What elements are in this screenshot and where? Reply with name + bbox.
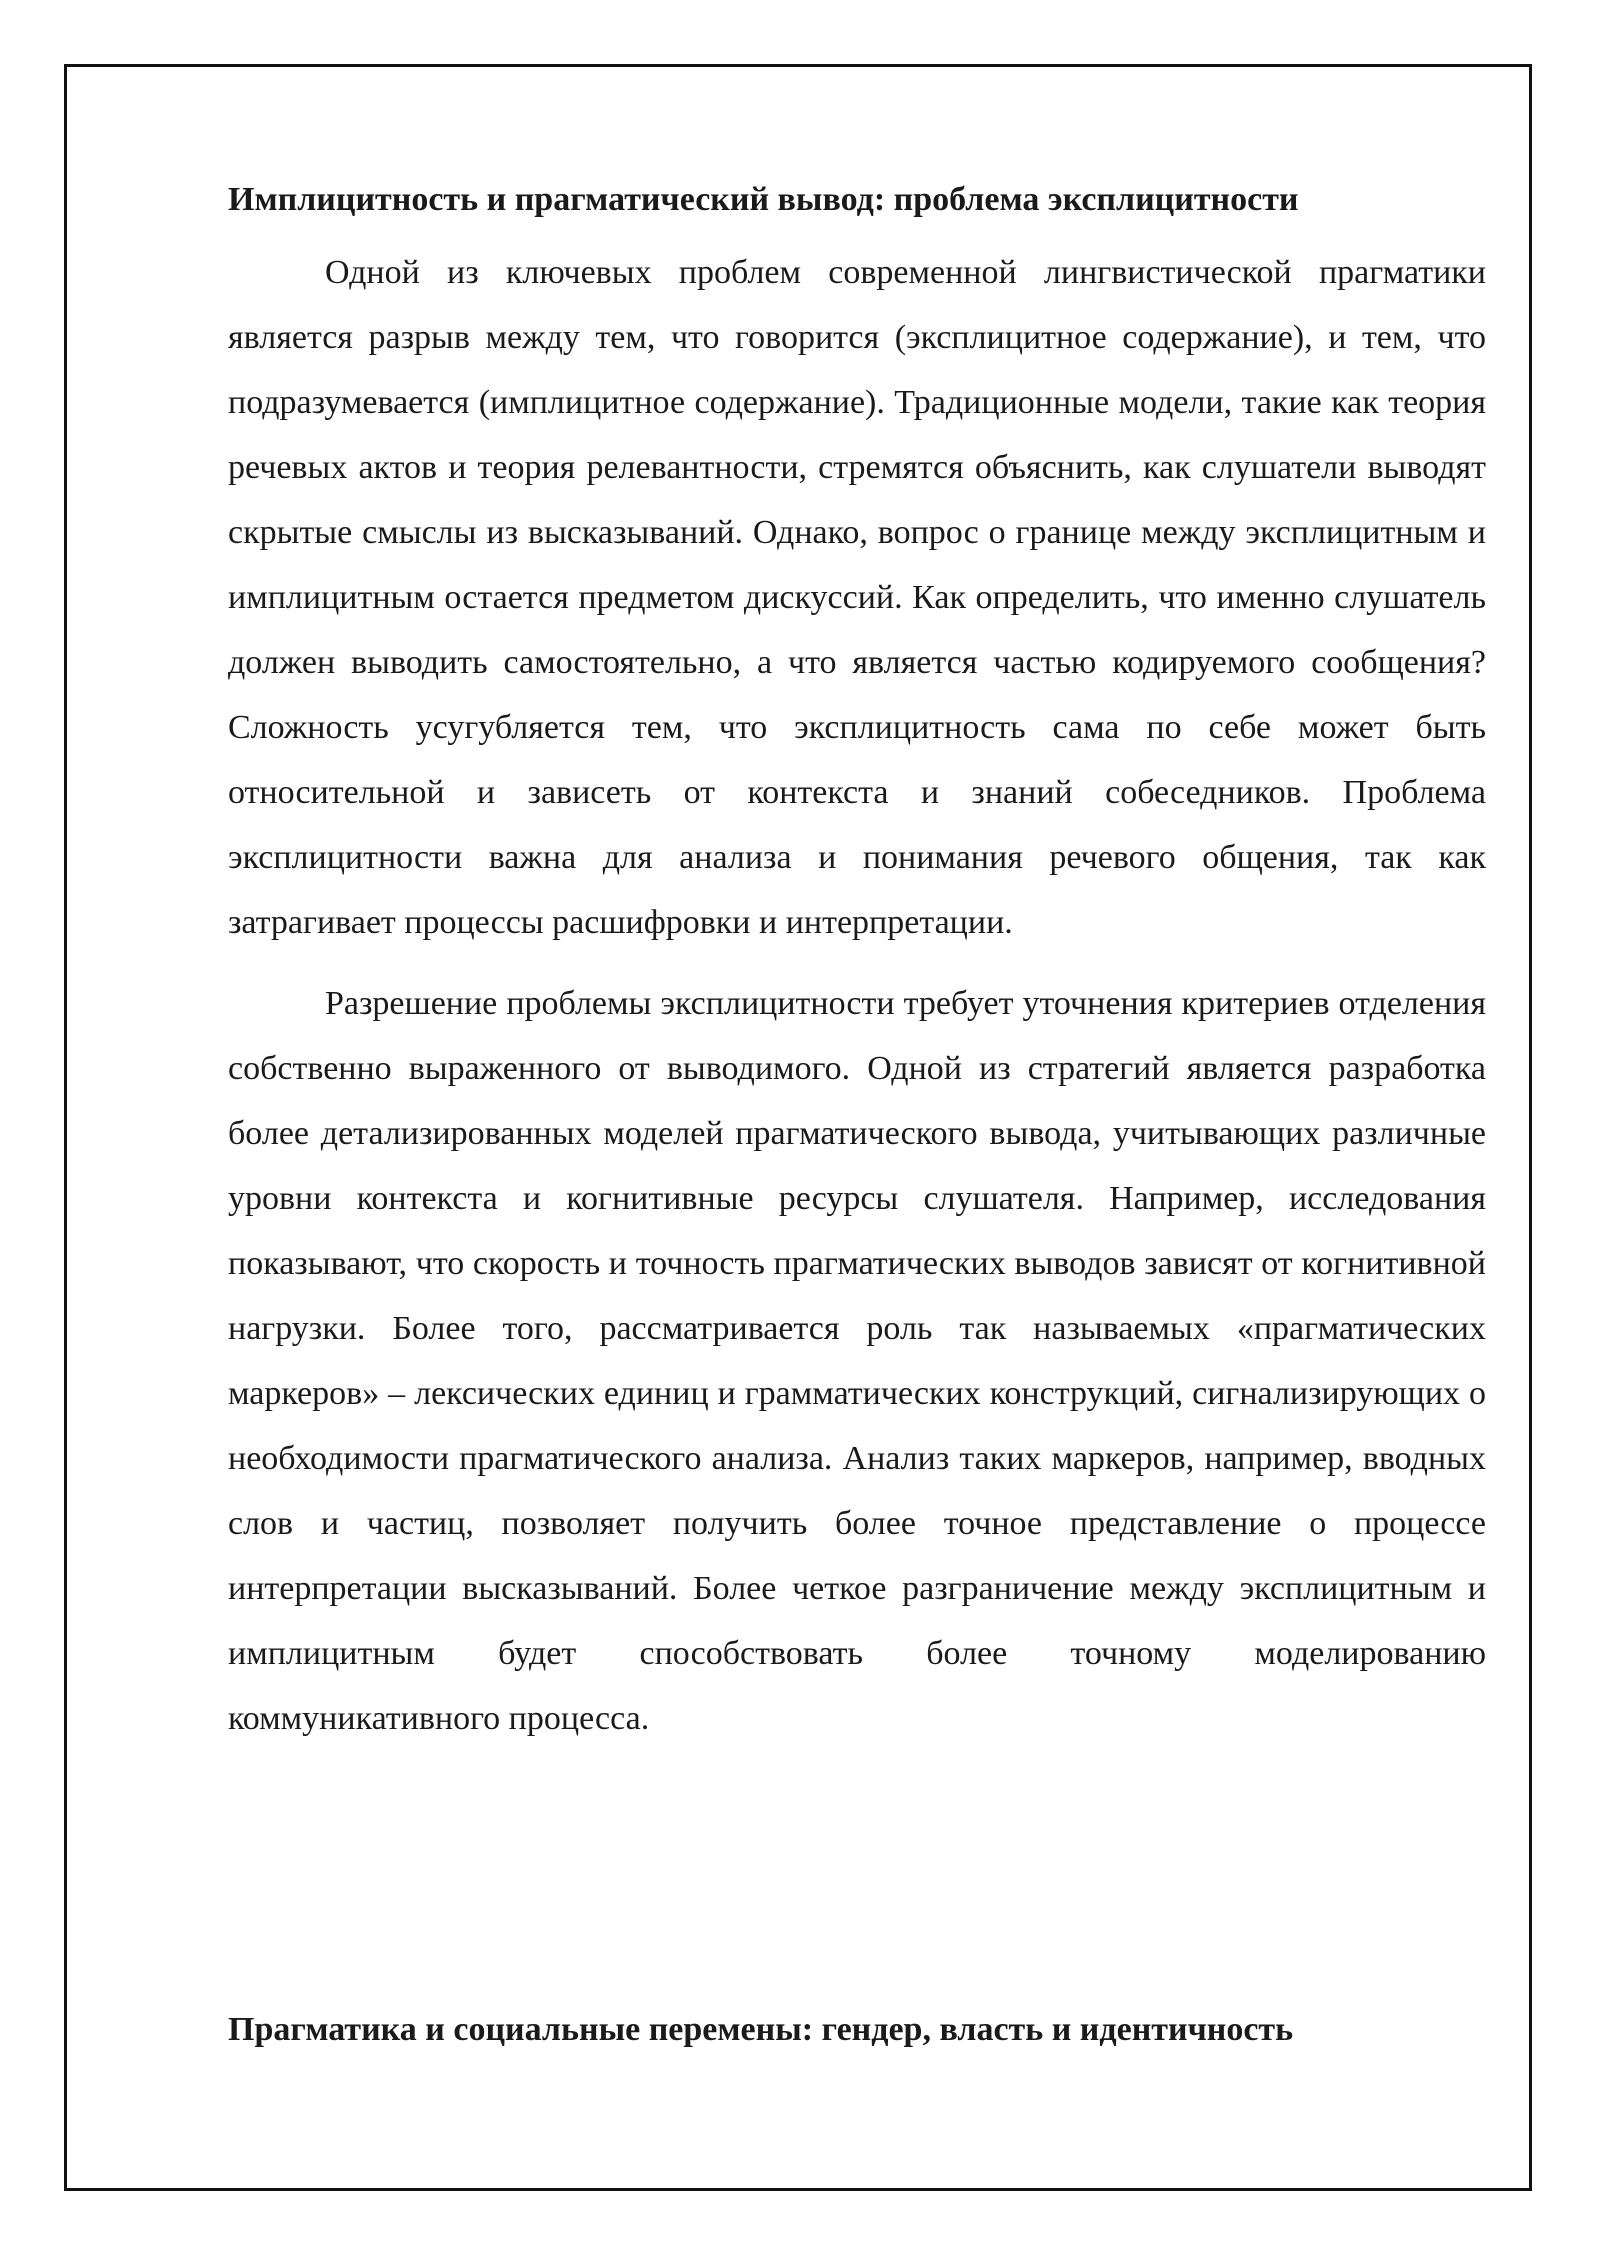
- next-section-heading: Прагматика и социальные перемены: гендер, власть и идентичность: [228, 2011, 1294, 2048]
- paragraph: Одной из ключевых проблем современной лингвистической прагматики является разрыв между тем, что говорится (эксплицитное содержание), и тем, что подразумевается (имплицитное содержание). Традиционные модели, такие как теория речевых актов и теория релевантности, стремятся объяснить, как слушатели выводят скрытые смыслы из высказываний. Однако, вопрос о границе между эксплицитным и имплицитным остается предметом дискуссий. Как определить, что именно слушатель должен выводить самостоятельно, а что является частью кодируемого сообщения? Сложность усугубляется тем, что эксплицитность сама по себе может быть относительной и зависеть от контекста и знаний собеседников. Проблема эксплицитности важна для анализа и понимания речевого общения, так как затрагивает процессы расшифровки и интерпретации.: [228, 254, 1486, 941]
- paragraph: Разрешение проблемы эксплицитности требует уточнения критериев отделения собственно выраженного от выводимого. Одной из стратегий является разработка более детализированных моделей прагматического вывода, учитывающих различные уровни контекста и когнитивные ресурсы слушателя. Например, исследования показывают, что скорость и точность прагматических выводов зависят от когнитивной нагрузки. Более того, рассматривается роль так называемых «прагматических маркеров» – лексических единиц и грамматических конструкций, сигнализирующих о необходимости прагматического анализа. Анализ таких маркеров, например, вводных слов и частиц, позволяет получить более точное представление о процессе интерпретации высказываний. Более четкое разграничение между эксплицитным и имплицитным будет способствовать более точному моделированию коммуникативного процесса.: [228, 985, 1486, 1737]
- section-heading: Имплицитность и прагматический вывод: проблема эксплицитности: [228, 181, 1299, 218]
- document-body: [228, 168, 1486, 1767]
